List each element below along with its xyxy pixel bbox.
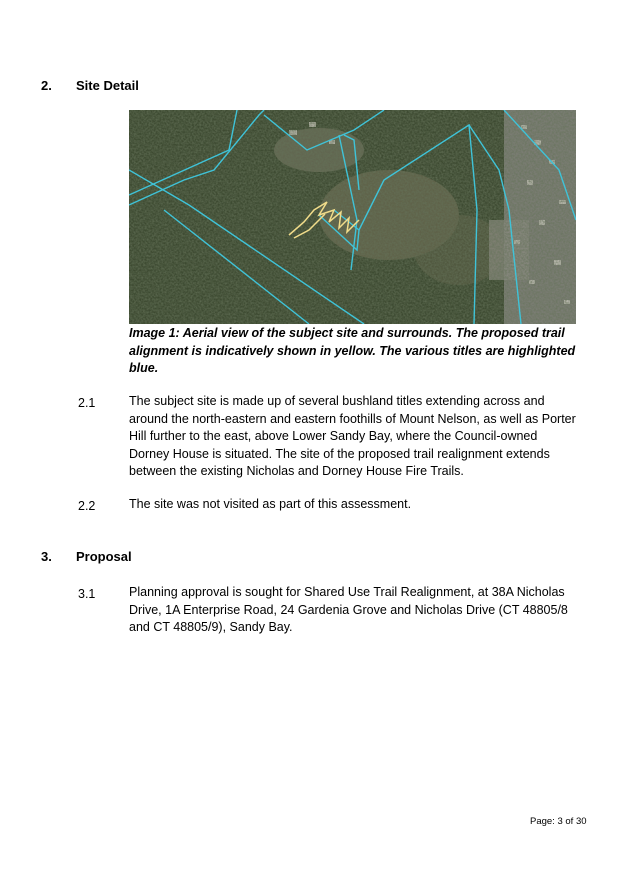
paragraph-text: Planning approval is sought for Shared Use Trail Realignment, at 38A Nicholas Drive, 1A Enterprise Road, 24 Gardenia Grove and Nicholas Drive (CT 48805/8 and CT 48805/9), Sandy Bay. — [129, 585, 568, 634]
paragraph-number: 2.2 — [78, 499, 96, 513]
paragraph-number: 2.1 — [78, 396, 96, 410]
paragraph-text: The site was not visited as part of this assessment. — [129, 497, 412, 511]
section-title: Proposal — [76, 549, 132, 564]
page-number: Page: 3 of 30 — [530, 816, 587, 827]
section-number: 2. — [41, 78, 52, 93]
paragraph-number: 3.1 — [78, 587, 96, 601]
section-title: Site Detail — [76, 78, 139, 93]
aerial-photo — [129, 110, 576, 324]
section-number: 3. — [41, 549, 52, 564]
figure-caption: Image 1: Aerial view of the subject site and surrounds. The proposed trail alignment is indicatively shown in yellow. The various titles are highlighted blue. — [129, 326, 576, 375]
paragraph-text: The subject site is made up of several bushland titles extending across and around the north-eastern and eastern foothills of Mount Nelson, as well as Porter Hill further to the east, above Lower Sandy Bay, where the Council-owned Dorney House is situated. The site of the proposed trail realignment extends between the existing Nicholas and Dorney House Fire Trails. — [129, 394, 576, 478]
